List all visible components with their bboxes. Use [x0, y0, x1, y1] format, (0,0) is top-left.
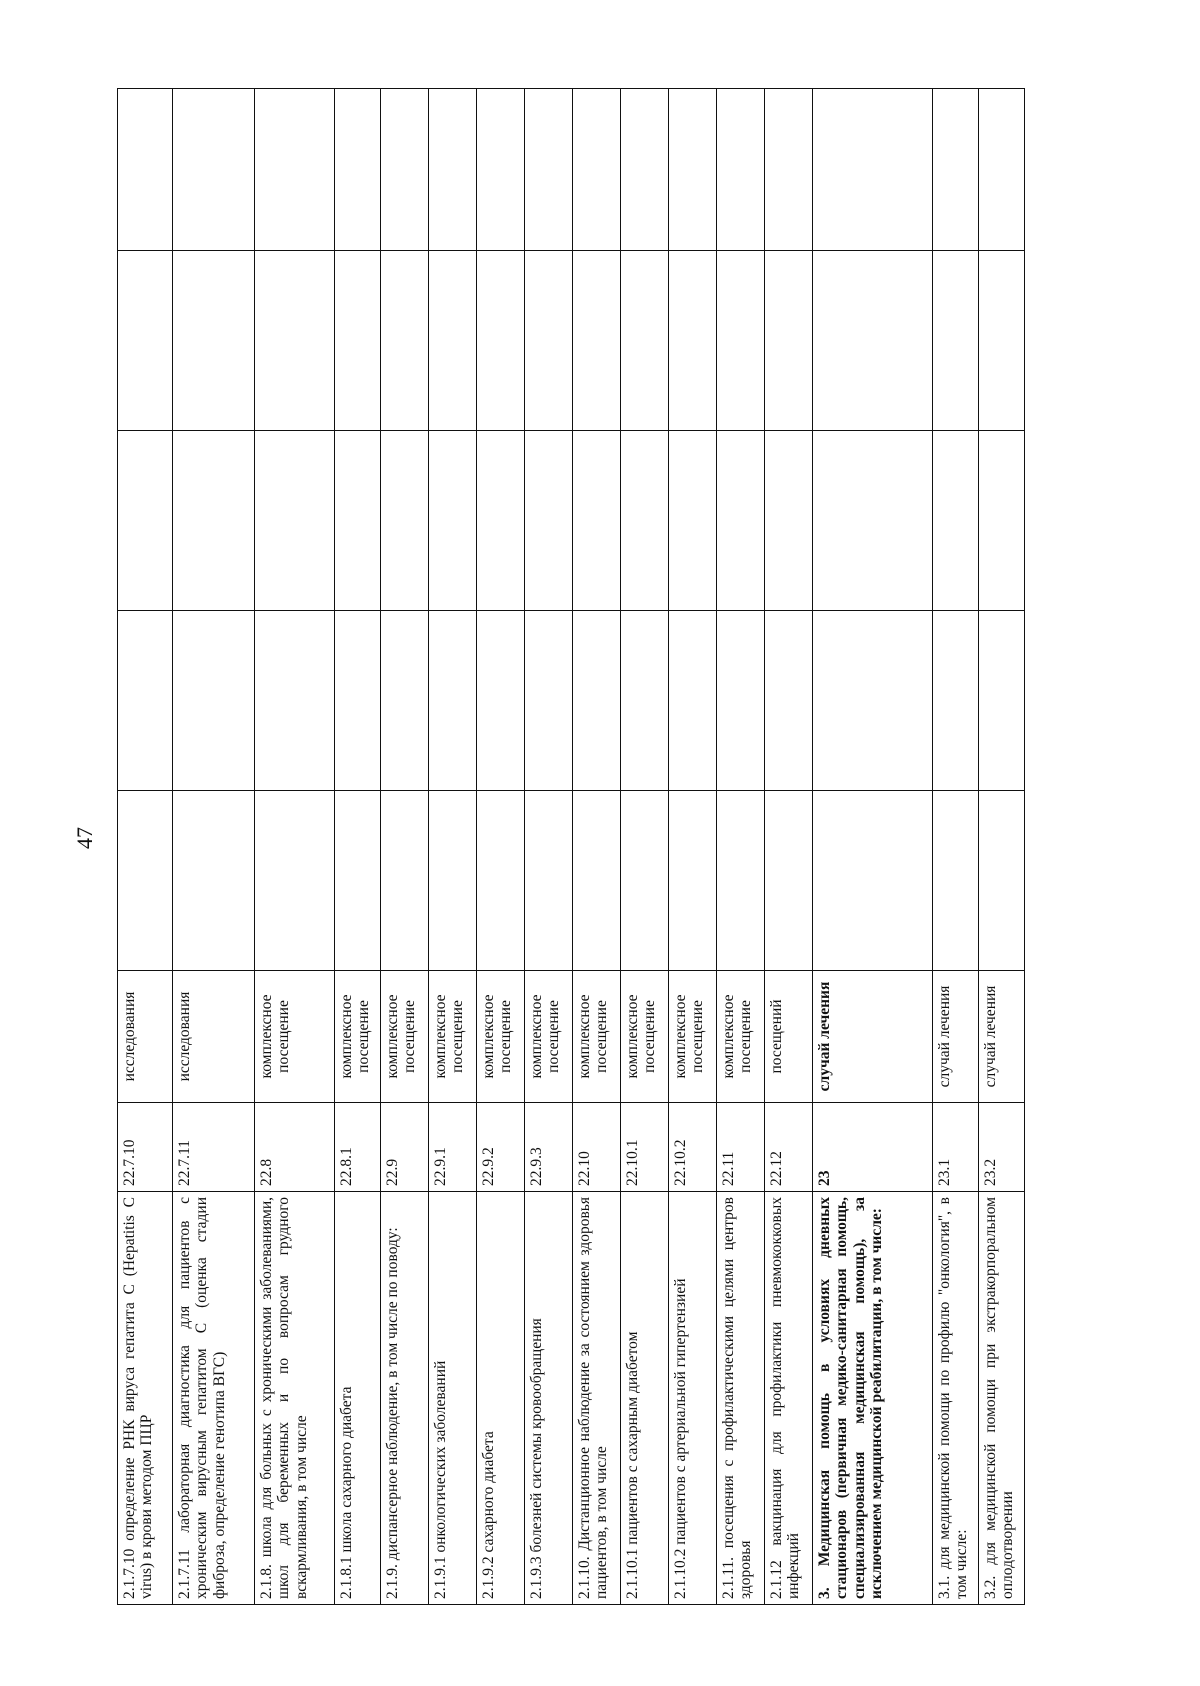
empty-cell [429, 611, 477, 791]
empty-cell [381, 791, 429, 971]
empty-cell [381, 251, 429, 431]
row-description: 2.1.9. диспансерное наблюдение, в том числе по поводу: [381, 1192, 429, 1605]
empty-cell [429, 791, 477, 971]
empty-cell [381, 611, 429, 791]
empty-cell [765, 611, 813, 791]
page-number: 47 [72, 827, 97, 849]
row-code: 22.9.3 [525, 1103, 573, 1192]
row-unit: комплексное посещение [477, 971, 525, 1103]
row-unit: посещений [765, 971, 813, 1103]
empty-cell [335, 791, 381, 971]
empty-cell [573, 791, 621, 971]
row-description: 2.1.8.1 школа сахарного диабета [335, 1192, 381, 1605]
row-unit: случай лечения [813, 971, 933, 1103]
row-code: 22.9.2 [477, 1103, 525, 1192]
empty-cell [765, 251, 813, 431]
empty-cell [525, 431, 573, 611]
empty-cell [335, 89, 381, 251]
empty-cell [669, 791, 717, 971]
row-description: 2.1.9.2 сахарного диабета [477, 1192, 525, 1605]
empty-cell [669, 251, 717, 431]
empty-cell [765, 791, 813, 971]
empty-cell [255, 89, 335, 251]
empty-cell [573, 89, 621, 251]
empty-cell [813, 791, 933, 971]
empty-cell [813, 89, 933, 251]
table-row [335, 89, 381, 1605]
row-code: 22.9 [381, 1103, 429, 1192]
empty-cell [979, 791, 1025, 971]
row-description: 3.2. для медицинской помощи при экстракорпоральном оплодотворении [979, 1192, 1025, 1605]
row-description: 2.1.7.11 лабораторная диагностика для пациентов с хроническим вирусным гепатитом С (оценка стадии фиброза, определение генотипа ВГС) [173, 1192, 255, 1605]
row-code: 23 [813, 1103, 933, 1192]
empty-cell [118, 431, 173, 611]
empty-cell [173, 89, 255, 251]
empty-cell [621, 89, 669, 251]
empty-cell [173, 251, 255, 431]
empty-cell [477, 431, 525, 611]
empty-cell [525, 89, 573, 251]
row-unit: случай лечения [979, 971, 1025, 1103]
empty-cell [573, 611, 621, 791]
row-description: 2.1.10.2 пациентов с артериальной гипертензией [669, 1192, 717, 1605]
empty-cell [477, 89, 525, 251]
table-row [573, 89, 621, 1605]
rotated-page [117, 89, 1117, 1605]
row-unit: комплексное посещение [621, 971, 669, 1103]
empty-cell [717, 89, 765, 251]
empty-cell [717, 791, 765, 971]
empty-cell [573, 251, 621, 431]
empty-cell [118, 89, 173, 251]
table-row [525, 89, 573, 1605]
row-description: 2.1.9.3 болезней системы кровообращения [525, 1192, 573, 1605]
table-row [118, 89, 173, 1605]
empty-cell [717, 611, 765, 791]
empty-cell [173, 791, 255, 971]
row-code: 22.7.11 [173, 1103, 255, 1192]
row-unit: комплексное посещение [717, 971, 765, 1103]
empty-cell [118, 611, 173, 791]
empty-cell [621, 791, 669, 971]
empty-cell [477, 611, 525, 791]
table-row [621, 89, 669, 1605]
empty-cell [765, 89, 813, 251]
empty-cell [429, 251, 477, 431]
empty-cell [525, 611, 573, 791]
empty-cell [765, 431, 813, 611]
row-unit: исследования [118, 971, 173, 1103]
empty-cell [118, 251, 173, 431]
row-code: 22.8 [255, 1103, 335, 1192]
row-code: 22.10.1 [621, 1103, 669, 1192]
empty-cell [573, 431, 621, 611]
row-code: 22.10 [573, 1103, 621, 1192]
table-row [717, 89, 765, 1605]
table-row [429, 89, 477, 1605]
empty-cell [255, 791, 335, 971]
row-description: 2.1.10.1 пациентов с сахарным диабетом [621, 1192, 669, 1605]
table-row [979, 89, 1025, 1605]
empty-cell [813, 431, 933, 611]
empty-cell [717, 431, 765, 611]
empty-cell [979, 431, 1025, 611]
empty-cell [525, 251, 573, 431]
row-unit: комплексное посещение [573, 971, 621, 1103]
empty-cell [933, 791, 979, 971]
row-unit: случай лечения [933, 971, 979, 1103]
table-row [381, 89, 429, 1605]
empty-cell [255, 431, 335, 611]
empty-cell [429, 89, 477, 251]
row-description: 3. Медицинская помощь в условиях дневных стационаров (первичная медико-санитарная помощь, специализированная медицинская помощь), за исключением медицинской реабилитации, в том числе: [813, 1192, 933, 1605]
empty-cell [335, 251, 381, 431]
row-description: 2.1.12 вакцинация для профилактики пневмококковых инфекций [765, 1192, 813, 1605]
empty-cell [173, 611, 255, 791]
empty-cell [477, 791, 525, 971]
empty-cell [979, 251, 1025, 431]
empty-cell [933, 611, 979, 791]
empty-cell [335, 611, 381, 791]
table-row [933, 89, 979, 1605]
row-code: 22.10.2 [669, 1103, 717, 1192]
row-unit: комплексное посещение [429, 971, 477, 1103]
empty-cell [255, 611, 335, 791]
row-unit: комплексное посещение [381, 971, 429, 1103]
table-row [669, 89, 717, 1605]
row-unit: исследования [173, 971, 255, 1103]
empty-cell [477, 251, 525, 431]
row-code: 22.9.1 [429, 1103, 477, 1192]
empty-cell [118, 791, 173, 971]
empty-cell [429, 431, 477, 611]
row-description: 2.1.10. Дистанционное наблюдение за состоянием здоровья пациентов, в том числе [573, 1192, 621, 1605]
row-description: 2.1.11. посещения с профилактическими целями центров здоровья [717, 1192, 765, 1605]
row-description: 2.1.9.1 онкологических заболеваний [429, 1192, 477, 1605]
empty-cell [173, 431, 255, 611]
empty-cell [335, 431, 381, 611]
empty-cell [979, 89, 1025, 251]
empty-cell [979, 611, 1025, 791]
empty-cell [669, 611, 717, 791]
table-row [477, 89, 525, 1605]
empty-cell [933, 431, 979, 611]
table-row [173, 89, 255, 1605]
empty-cell [621, 611, 669, 791]
row-unit: комплексное посещение [525, 971, 573, 1103]
empty-cell [933, 251, 979, 431]
empty-cell [717, 251, 765, 431]
document-table [117, 88, 1025, 1605]
table-row [255, 89, 335, 1605]
row-code: 22.7.10 [118, 1103, 173, 1192]
row-code: 22.11 [717, 1103, 765, 1192]
empty-cell [621, 431, 669, 611]
row-description: 2.1.8. школа для больных с хроническими заболеваниями, школ для беременных и по вопросам грудного вскармливания, в том числе [255, 1192, 335, 1605]
empty-cell [621, 251, 669, 431]
table-row [765, 89, 813, 1605]
row-code: 22.12 [765, 1103, 813, 1192]
row-code: 22.8.1 [335, 1103, 381, 1192]
empty-cell [813, 611, 933, 791]
empty-cell [669, 89, 717, 251]
empty-cell [813, 251, 933, 431]
row-code: 23.2 [979, 1103, 1025, 1192]
empty-cell [381, 431, 429, 611]
row-unit: комплексное посещение [335, 971, 381, 1103]
empty-cell [669, 431, 717, 611]
row-description: 3.1. для медицинской помощи по профилю "онкология", в том числе: [933, 1192, 979, 1605]
empty-cell [381, 89, 429, 251]
empty-cell [525, 791, 573, 971]
row-description: 2.1.7.10 определение РНК вируса гепатита С (Hepatitis C virus) в крови методом ПЦР [118, 1192, 173, 1605]
empty-cell [255, 251, 335, 431]
row-unit: комплексное посещение [669, 971, 717, 1103]
empty-cell [933, 89, 979, 251]
table-row [813, 89, 933, 1605]
row-unit: комплексное посещение [255, 971, 335, 1103]
row-code: 23.1 [933, 1103, 979, 1192]
